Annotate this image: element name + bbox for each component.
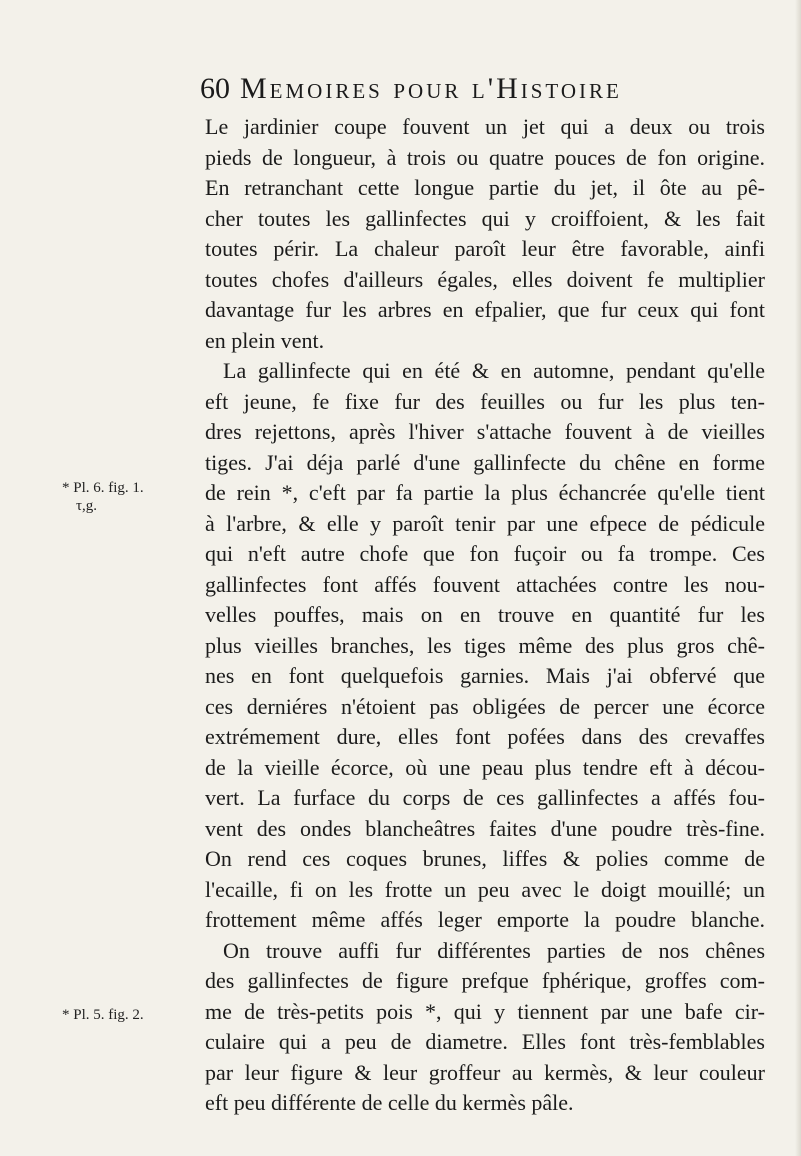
margin-note-ref: * Pl. 5. fig. 2. (62, 1007, 144, 1023)
text-line: toutes chofes d'ailleurs égales, elles doivent fe multiplier (205, 266, 765, 292)
text-line: vent des ondes blancheâtres faites d'une poudre très-fine. (205, 815, 765, 841)
margin-note-plate-5 (62, 1006, 144, 1024)
text-line: cher toutes les gallinfectes qui y croiffoient, & les fait (205, 205, 765, 231)
text-line: culaire qui a peu de diametre. Elles font très-femblables (205, 1029, 765, 1054)
text-line: tiges. J'ai déja parlé d'une gallinfecte du chêne en forme (205, 449, 765, 475)
text-line: nes en font quelquefois garnies. Mais j'ai obfervé que (205, 663, 765, 688)
text-line: des gallinfectes de figure prefque fphérique, groffes com- (205, 968, 765, 993)
text-line: velles pouffes, mais on en trouve en quantité fur les (205, 602, 765, 627)
text-line: extrémement dure, elles font pofées dans des crevaffes (205, 724, 765, 749)
text-line: l'ecaille, fi on les frotte un peu avec le doigt mouillé; un (205, 876, 765, 902)
text-line: On trouve auffi fur différentes parties de nos chênes (223, 937, 765, 963)
text-line: par leur figure & leur groffeur au kermès, & leur couleur (205, 1059, 765, 1085)
text-line: de la vieille écorce, où une peau plus tendre eft à décou- (205, 754, 765, 780)
text-line: On rend ces coques brunes, liffes & polies comme de (205, 846, 765, 871)
running-title: Memoires pour l'Histoire (240, 72, 622, 105)
text-line: pieds de longueur, à trois ou quatre pouces de fon origine. (205, 144, 765, 170)
text-line: La gallinfecte qui en été & en automne, pendant qu'elle (223, 358, 765, 383)
page-number: 60 (200, 72, 230, 105)
text-line: vert. La furface du corps de ces gallinfectes a affés fou- (205, 785, 765, 810)
text-line: En retranchant cette longue partie du jet, il ôte au pê- (205, 175, 765, 200)
page-header (200, 72, 760, 112)
margin-note-sub: τ,g. (76, 498, 98, 514)
text-line: eft peu différente de celle du kermès pâle. (205, 1090, 574, 1115)
margin-note-ref: * Pl. 6. fig. 1. (62, 480, 144, 496)
text-line: davantage fur les arbres en efpalier, que fur ceux qui font (205, 297, 765, 322)
text-line: toutes périr. La chaleur paroît leur être favorable, ainfi (205, 236, 765, 261)
text-line: qui n'eft autre chofe que fon fuçoir ou fa trompe. Ces (205, 541, 765, 566)
text-line: dres rejettons, après l'hiver s'attache fouvent à de vieilles (205, 419, 765, 444)
text-line: de rein *, c'eft par fa partie la plus échancrée qu'elle tient (205, 480, 765, 505)
text-line: à l'arbre, & elle y paroît tenir par une efpece de pédicule (205, 510, 765, 536)
page-edge (795, 0, 801, 1156)
text-line: me de très-petits pois *, qui y tiennent par une bafe cir- (205, 998, 765, 1024)
text-line: ces derniéres n'étoient pas obligées de percer une écorce (205, 693, 765, 719)
text-line: plus vieilles branches, les tiges même des plus gros chê- (205, 632, 765, 658)
text-line: Le jardinier coupe fouvent un jet qui a deux ou trois (205, 114, 765, 139)
text-line: eft jeune, fe fixe fur des feuilles ou fur les plus ten- (205, 388, 765, 414)
text-line: gallinfectes font affés fouvent attachées contre les nou- (205, 571, 765, 597)
text-line: en plein vent. (205, 327, 325, 353)
margin-note-plate-6 (62, 479, 144, 515)
text-line: frottement même affés leger emporte la poudre blanche. (205, 907, 765, 932)
body-text (205, 112, 765, 1119)
